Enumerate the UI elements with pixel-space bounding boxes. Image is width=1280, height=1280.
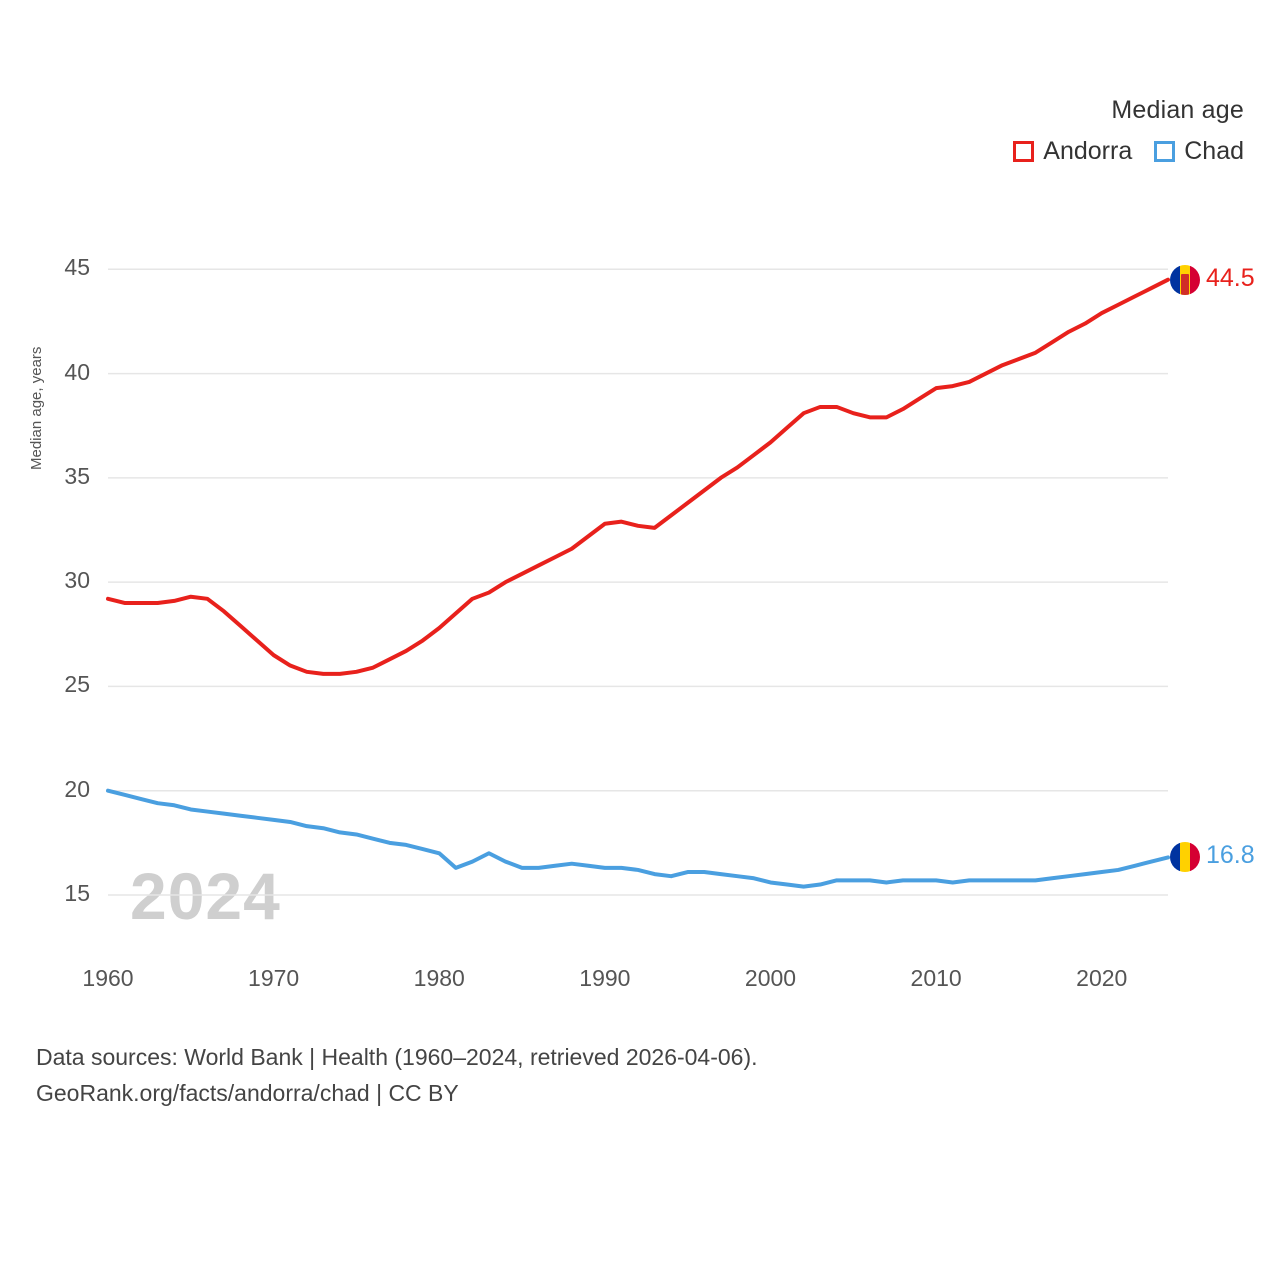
footer-line-1: Data sources: World Bank | Health (1960–2024, retrieved 2026-04-06). [36,1044,758,1070]
chad-end-value: 16.8 [1206,841,1255,870]
y-tick-label: 40 [64,358,90,385]
x-tick-label: 1990 [579,965,631,991]
series-line-andorra [108,280,1168,674]
year-watermark: 2024 [130,859,281,933]
y-tick-label: 20 [64,775,90,802]
y-axis-title: Median age, years [28,346,45,470]
footer-sources [36,1040,758,1111]
legend-title: Median age [1111,96,1244,124]
x-tick-label: 2020 [1076,965,1128,991]
y-tick-label: 45 [64,254,90,281]
series-lines [108,280,1168,887]
x-tick-label: 1970 [248,965,300,991]
y-tick-label: 30 [64,567,90,594]
y-tick-label: 35 [64,462,90,489]
x-tick-label: 1960 [82,965,134,991]
series-line-chad [108,791,1168,887]
x-tick-label: 1980 [413,965,465,991]
footer-line-2: GeoRank.org/facts/andorra/chad | CC BY [36,1079,459,1106]
x-tick-label: 2000 [744,965,797,991]
legend-label-chad: Chad [1184,137,1244,165]
legend-label-andorra: Andorra [1043,137,1133,165]
y-tick-label: 15 [64,879,90,906]
y-tick-label: 25 [64,671,90,698]
x-tick-label: 2010 [910,965,962,991]
andorra-flag-icon [1170,265,1200,295]
andorra-end-value: 44.5 [1206,263,1255,292]
